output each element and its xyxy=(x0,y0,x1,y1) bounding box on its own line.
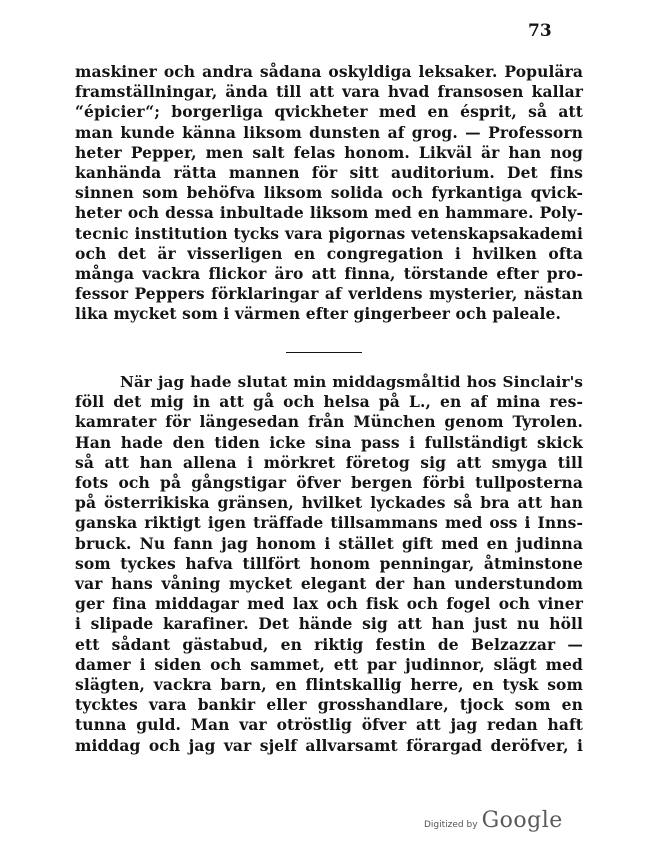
text-line: När jag hade slutat min middagsmåltid hos Sinclair's xyxy=(120,373,583,391)
text-line: kamrater för längesedan från München genom Tyrolen. xyxy=(75,412,583,432)
digitization-watermark xyxy=(424,808,563,833)
text-line: tunna guld. Man var otröstlig öfver att jag redan haft xyxy=(75,715,583,735)
text-line: och det är visserligen en congregation i hvilken ofta xyxy=(75,243,583,263)
text-line: fessor Peppers förklaringar af verldens mysterier, nästan xyxy=(75,284,583,304)
text-line: heter Pepper, men salt felas honom. Likväl är han nog xyxy=(75,142,583,162)
text-line: så att han allena i mörkret företog sig att smyga till xyxy=(75,452,583,472)
text-line: kanhända rätta mannen för sitt auditorium. Det fins xyxy=(75,163,583,183)
text-line: “épicier“; borgerliga qvickheter med en ésprit, så att xyxy=(75,102,583,122)
paragraph-2 xyxy=(75,372,583,756)
text-line: tecnic institution tycks vara pigornas vetenskapsakademi xyxy=(75,223,583,243)
text-line: ganska riktigt igen träffade tillsammans med oss i Inns- xyxy=(75,513,583,533)
text-line: sinnen som behöfva liksom solida och fyrkantiga qvick- xyxy=(75,183,583,203)
text-line: föll det mig in att gå och helsa på L., en af mina res- xyxy=(75,392,583,412)
text-line: man kunde känna liksom dunsten af grog. — Professorn xyxy=(75,122,583,142)
google-logo: Google xyxy=(481,808,563,833)
section-divider xyxy=(286,352,362,353)
text-line: Han hade den tiden icke sina pass i fullständigt skick xyxy=(75,432,583,452)
text-line: fots och på gångstigar öfver bergen förbi tullposterna xyxy=(75,473,583,493)
text-line: damer i siden och sammet, ett par judinnor, slägt med xyxy=(75,654,583,674)
text-line: slägten, vackra barn, en flintskallig herre, en tysk som xyxy=(75,675,583,695)
text-line: i slipade karafiner. Det hände sig att han just nu höll xyxy=(75,614,583,634)
text-line: tycktes vara bankir eller grosshandlare, tjock som en xyxy=(75,695,583,715)
text-line: lika mycket som i värmen efter gingerbeer och paleale. xyxy=(75,304,562,324)
text-line: middag och jag var sjelf allvarsamt förargad deröfver, i xyxy=(75,735,583,755)
text-line: som tyckes hafva tillfört honom penningar, åtminstone xyxy=(75,553,583,573)
text-line: ett sådant gästabud, en riktig festin de Belzazzar — xyxy=(75,634,583,654)
text-line: maskiner och andra sådana oskyldiga leksaker. Populära xyxy=(75,62,583,81)
text-line: många vackra flickor äro att finna, törstande efter pro- xyxy=(75,264,583,284)
text-line: framställningar, ända till att vara hvad fransosen kallar xyxy=(75,82,583,102)
digitized-by-label: Digitized by xyxy=(424,820,478,830)
paragraph-1 xyxy=(75,62,583,325)
text-line: var hans våning mycket elegant der han understundom xyxy=(75,574,583,594)
text-line: heter och dessa inbultade liksom med en hammare. Poly- xyxy=(75,203,583,223)
text-line: bruck. Nu fann jag honom i stället gift med en judinna xyxy=(75,533,583,553)
text-line: ger fina middagar med lax och fisk och fogel och viner xyxy=(75,594,583,614)
page-number: 73 xyxy=(528,21,552,41)
text-line: på österrikiska gränsen, hvilket lyckades så bra att han xyxy=(75,493,583,513)
